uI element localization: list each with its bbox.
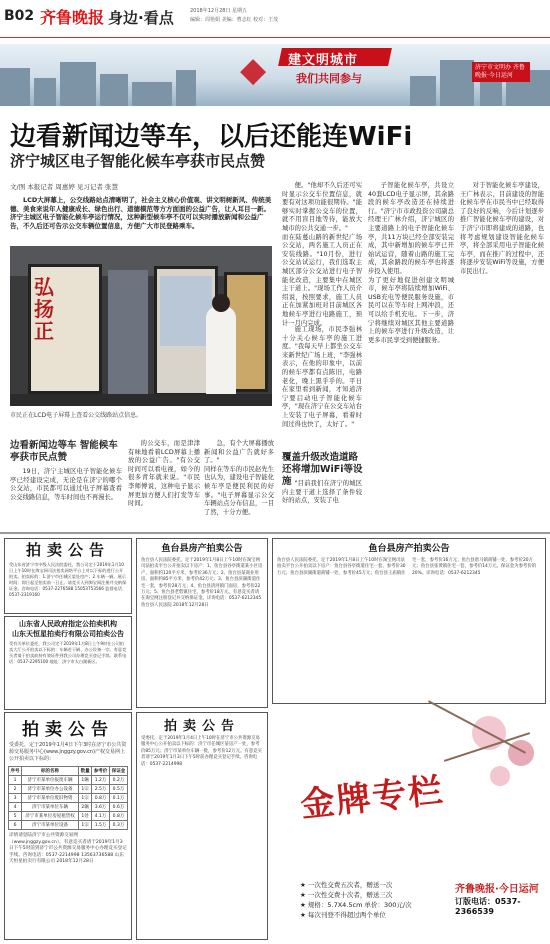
auction-ad-6: [136, 712, 268, 940]
banner-logo: 济宁市文明办 齐鲁晚报·今日运河: [472, 62, 530, 82]
fish-terrace-ad-1-text: 鱼台县人民法院委托，定于2019年1月8日上午10时在淘宝网司法拍卖平台公开拍卖以下房产：1、鱼台县谷亭街道某小区房产，面积约120平方米，参考价36万元；2、鱼台县某商业用房，面积约85平方米，参考价42万元；3、鱼台县滨湖街道住宅一套，参考价28万元；4、鱼台县清河镇门面房，参考价22万元；5、鱼台县老砦镇住宅，参考价18万元。有意竞买者请在淘宝网注册登记并交纳保证金。详询电话：0537-6212345 鱼台县人民法院 2018年12月28日: [141, 558, 263, 608]
list-item: ★ 一次性交费十次者，赠送三次: [300, 891, 393, 899]
gold-column-list: [300, 880, 412, 920]
auction-ad-6-title: 拍卖公告: [163, 719, 240, 734]
fish-terrace-ad-1-title: 鱼台县房产拍卖公告: [161, 544, 243, 554]
fish-terrace-auction-ad-2: [272, 538, 546, 704]
table-cell: 0.2万: [110, 776, 128, 785]
table-cell: 2.5万: [92, 785, 110, 794]
banner-subtitle: 我们共同参与: [296, 72, 362, 85]
table-header: 序号: [9, 767, 22, 776]
article-photo: 弘 扬 正: [10, 246, 272, 406]
table-cell: 0.8万: [92, 794, 110, 803]
gold-column-phone: 订版电话：0537-2366539: [455, 897, 521, 916]
table-cell: 济宁市某单位废旧物资: [22, 794, 79, 803]
table-cell: 济宁市某单位房屋租赁权: [22, 812, 79, 821]
fish-terrace-ad-2-title: 鱼台县房产拍卖公告: [368, 544, 450, 554]
editors-line: 编辑：周艳娟 美编：曹志红 校对：王茂: [190, 17, 279, 23]
table-row: [9, 776, 128, 785]
table-cell: 3.6万: [92, 803, 110, 812]
subheadline: 济宁城区电子智能化候车亭获市民点赞: [10, 152, 266, 170]
auction-ad-3: [4, 712, 132, 940]
table-cell: 1处: [79, 812, 92, 821]
body-column-2: 的公交车，而是津津有味地看着LCD屏幕上播放的公益广告。"有公交时间可以看电视，如今的很多青年就来说。"市民李师傅说，这种电子显示屏更加方便人们打发等车时间。: [128, 440, 200, 508]
lead-paragraph: LCD大屏幕上，公交线路站点清晰明了，社会主义核心价值观、讲文明树新风、传统美德、美食来说年人健康成长、绿色出行、道德模范等方方面面的公益广告，让人耳目一新。济宁主城区电子智能化候车亭运行情况，这种新型候车亭不仅可以实时播放新闻和公益广告，不久后还可告示公交车辆位置信息，方便广大市民登路乘车。: [10, 196, 272, 230]
auction-ad-2-title: 山东省人民政府指定公拍卖机构: [19, 620, 117, 628]
body-column-6: 子智能化候车亭，共设立40套LCD电子显示屏，其余路段的候车亭改造还在持续进行。"济宁市市政投资公司副总经理王广林介绍，济宁城区的主要道路上的电子智能化候车亭，共11万块已经全部安装完成，其中新增加的候车亭已开始试运营，随着山路的施工完成，其余路段的候车亭也将逐步投入使用。 为了更好地促进创建文明城市，候车亭将陆续增加WiFi、USB充电等便民服务设施，市民可以在等车时上网冲浪，还可以给手机充电。下一步，济宁将继续对城区其他主要道路上的候车亭进行升级改造，让更多市民享受到便捷服务。: [368, 182, 454, 344]
body-column-5b: "目前我们在济宁的城区内主要干道上选择了条件较好的站点，安装了电: [282, 480, 362, 505]
table-cell: 0.3万: [110, 821, 128, 830]
list-item: ★ 每次刊登不得超过两个单位: [300, 911, 386, 919]
table-cell: 济宁市某单位报废车辆: [22, 776, 79, 785]
table-cell: 1辆: [79, 776, 92, 785]
body-column-3: 急，有个大屏幕播放新闻和公益广告就好多了。" 同样在等车的市民赵先生也认为，建设电子智能化候车亭是便民利民的好事。"电子屏幕显示公交车辆站点分布信息，一目了然，十分方便。: [204, 440, 274, 516]
banner-title: 建文明城市: [288, 53, 359, 68]
table-cell: 济宁市某单位设备: [22, 821, 79, 830]
table-cell: 5: [9, 812, 22, 821]
auction-ad-2-subtitle: 山东天恒星拍卖行有限公司拍卖公告: [12, 630, 124, 638]
body-column-5: 施工现场，市民李强林十分关心候车亭的施工进度。"我每天早上都坐公交车来新世纪广场上班，"李强林表示，在他的印象中，以前的候车亭都有点陈旧，电路老化，晚上黑乎乎的。平日在家里看到新闻，才知道济宁要启动电子智能化候车亭，"现在济宁在公交车站台上安装了电子屏幕，看着时间过得也快了，太好了。": [282, 326, 362, 428]
table-cell: 6: [9, 821, 22, 830]
table-cell: 0.1万: [110, 794, 128, 803]
banner-calligraphy-mark: ◆: [240, 50, 267, 90]
headline: 边看新闻边等车，以后还能连WiFi: [10, 122, 413, 152]
auction-ad-1-text: 受山东省济宁市中级人民法院委托，我公司定于2019年1月10日上午10时在淘宝网司法拍卖网络平台上对以下标的进行公开拍卖。拍卖标的：1.济宁市任城区某处房产；2.车辆一辆。展示时间：即日起至拍卖前一日止。请竞买人到淘宝网注册并交纳保证金。咨询电话：0537-2276588 15053753566 监督电话：0537-2319160: [9, 562, 127, 597]
table-cell: 1宗: [79, 785, 92, 794]
table-cell: 2: [9, 785, 22, 794]
table-cell: 1宗: [79, 821, 92, 830]
table-header: 参考价: [92, 767, 110, 776]
table-cell: 3: [9, 794, 22, 803]
section-title: 身边·看点: [108, 9, 174, 27]
table-cell: 1.5万: [92, 821, 110, 830]
table-cell: 1.2万: [92, 776, 110, 785]
auction-ad-3-title: 拍卖公告: [22, 720, 114, 740]
table-row: [9, 803, 128, 812]
table-cell: 1: [9, 776, 22, 785]
auction-ad-1-title: 拍卖公告: [25, 541, 110, 559]
banner: [0, 44, 550, 106]
page-header: [0, 0, 550, 38]
table-cell: 4: [9, 803, 22, 812]
section-divider: [0, 532, 550, 534]
auction-ad-3-table: [8, 766, 128, 830]
list-item: ★ 规格：5.7X4.5cm 单价：300元/次: [300, 901, 412, 909]
table-cell: 0.8万: [110, 812, 128, 821]
auction-ad-2: [4, 616, 132, 710]
table-cell: 2辆: [79, 803, 92, 812]
auction-ad-3-footer: 详情请登陆济宁市公共资源交易网（www.jnggzy.gov.cn），有意竞买者请于2019年1月3日下午5时前到济宁市公共资源交易服务中心办理竞买登记手续。咨询电话：0537-2214998 13563736588 山东天恒星拍卖行有限公司 2018年12月28日: [9, 833, 127, 864]
table-cell: 0.6万: [110, 803, 128, 812]
table-header-row: [9, 767, 128, 776]
date-line: 2018年12月28日 星期五: [190, 8, 248, 14]
body-column-1: 19日，济宁主城区电子智能化候车亭已经建设完成，无论是在济宁的哪个公交站，市民都可以通过电子屏幕查看公交线路信息，等车时间也不再漫长。: [10, 468, 122, 501]
table-cell: 4.1万: [92, 812, 110, 821]
auction-ad-3-text: 受委托，定于2019年1月4日下午3时在济宁市公共资源交易服务中心(www.jnggzy.gov.cn)产权交易网上公开拍卖以下标的：: [9, 742, 127, 762]
column-subhead: 覆盖升级改造道路 还将增加WiFi等设施: [282, 452, 363, 487]
table-cell: 1宗: [79, 794, 92, 803]
table-cell: 济宁市某单位办公设备: [22, 785, 79, 794]
gold-column-title: 金牌专栏: [298, 770, 447, 826]
body-column-7: 对于智能化候车亭建设，王广林表示，目前建设的智能化候车亭在市民当中已经取得了良好的反响，今后计划逐步推广智能化候车亭的建设，对于济宁市即将建成的道路，也将考虑规划建设智能化候车亭，将全部采用电子智能化候车亭，而在推广的过程中，还将逐步安装WiFi等设施，方便市民出行。: [460, 182, 544, 275]
list-item: ★ 一次性交费五次者，赠送一次: [300, 881, 393, 889]
fish-terrace-ad-2-text: 鱼台县人民法院委托，定于2019年1月8日上午10时在淘宝网司法拍卖平台公开拍卖以下房产：鱼台县谷亭街道住宅一套，参考价30万元；鱼台县滨湖街道商铺一处，参考价45万元；鱼台县王庙镇住宅一套，参考价16万元；鱼台县唐马镇商铺一处，参考价20万元；鱼台县张黄镇住宅一套，参考价14万元。保证金为参考价的20%。详询电话：0537-6212345: [277, 558, 537, 576]
box-headline: 边看新闻边等车 智能候车亭获市民点赞: [10, 440, 118, 463]
table-cell: 0.5万: [110, 785, 128, 794]
table-row: [9, 821, 128, 830]
fish-terrace-auction-ad-1: [136, 538, 268, 708]
table-header: 保证金: [110, 767, 128, 776]
table-row: [9, 794, 128, 803]
gold-column-logo: 齐鲁晚报·今日运河: [455, 884, 539, 895]
table-cell: 济宁市某单位车辆: [22, 803, 79, 812]
table-header: 标的名称: [22, 767, 79, 776]
table-row: [9, 785, 128, 794]
page-number: B02: [4, 8, 35, 24]
table-row: [9, 812, 128, 821]
auction-ad-6-text: 受委托，定于2019年1月4日上午10时在济宁市公共资源交易服务中心公开拍卖以下标的：济宁市任城区某房产一处，参考价85万元；济宁市某单位车辆一批，参考价12万元。有意竞买者请于2019年1月3日下午5时前办理竞买登记手续。咨询电话：0537-2214998: [141, 736, 262, 767]
body-column-4: 便。"他却不久后还可实时显示公交车位置信息，就要有对这项功能很期待。"能够实时掌握公交车的位置，就不用盲目地等待，能放大城市的公共交通一步。" 而在陆蔓山路的新世纪广场公交站，两名施工人员正在安装线路。"10月份，进行公交站试运行，我们选取主城区部分公交站进行电子智能化改造，主要集中在城区主干道上。"现场工作人员介绍说，按照要求，施工人员正在加紧加班对目前城区各地候车亭进行电路施工，预计一月内完成。: [282, 182, 362, 327]
table-header: 数量: [79, 767, 92, 776]
byline: 文/图 本报记者 周惠婷 见习记者 张慧: [10, 183, 118, 191]
auction-ad-1: [4, 538, 132, 614]
photo-caption: 市民正在LCD电子屏幕上查看公交线路站点信息。: [10, 412, 143, 419]
paper-name: 齐鲁晚报: [40, 8, 105, 27]
auction-ad-2-text: 受有关单位委托，我公司定于2019年1月8日上午9时在公司拍卖大厅公开拍卖以下标的：车辆若干辆、办公设备一宗。有意竞买者请于拍卖前持有效证件到我公司办理竞买登记手续。联系电话：0537-2295100 地址：济宁市太白湖新区。: [9, 641, 127, 664]
